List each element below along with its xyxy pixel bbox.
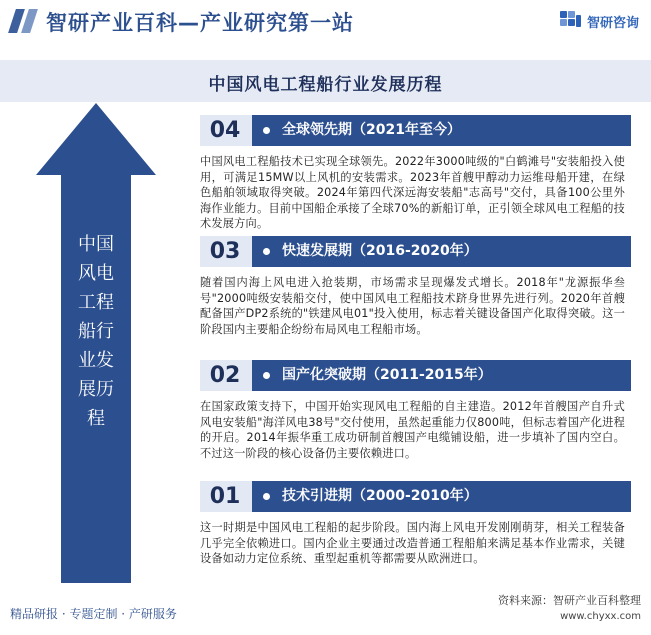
stage-header [200, 236, 631, 267]
arrow-label-line: 展历 [78, 379, 114, 400]
stage-number: 03 [200, 236, 250, 267]
footer-source: 资料来源：智研产业百科整理 [498, 594, 641, 607]
bullet-icon [263, 372, 270, 379]
arrow-label [76, 230, 116, 433]
bullet-icon [263, 127, 270, 134]
stage-number: 04 [200, 115, 250, 146]
stage-01 [200, 481, 631, 567]
stage-number: 01 [200, 481, 250, 512]
stage-description: 中国风电工程船技术已实现全球领先。2022年3000吨级的"白鹤滩号"安装船投入使用，可满足15MW以上风机的安装需求。2023年首艘甲醇动力运维母船开建，在绿色船舶领域取得突破。2024年第四代深远海安装船"志高号"交付，具备100公里外海作业能力。目前中国船企承接了全球70%的新船订单，正引领全球风电工程船的技术发展方向。 [200, 155, 625, 230]
stage-02 [200, 360, 631, 461]
arrow-label-line: 业发 [78, 350, 114, 371]
stage-description: 随着国内海上风电进入抢装期，市场需求呈现爆发式增长。2018年"龙源振华叁号"2000吨级安装船交付，使中国风电工程船技术跻身世界先进行列。2020年首艘配备国产DP2系统的"铁建风电01"投入使用，标志着关键设备国产化取得突破。这一阶段国内主要船企纷纷布局风电工程船市场。 [200, 276, 625, 336]
arrow-label-line: 中国 [78, 234, 114, 255]
bullet-icon [263, 248, 270, 255]
bullet-icon [263, 493, 270, 500]
stage-label-text: 快速发展期（2016-2020年） [282, 243, 478, 259]
stage-label-text: 国产化突破期（2011-2015年） [282, 367, 492, 383]
stage-03 [200, 236, 631, 337]
stage-label [252, 236, 631, 267]
footer-tagline: 精品研报 · 专题定制 · 产研服务 [10, 607, 177, 621]
stage-description: 在国家政策支持下，中国开始实现风电工程船的自主建造。2012年首艘国产自升式风电安装船"海洋风电38号"交付使用，虽然起重能力仅800吨，但标志着国产化进程的开启。2014年振华重工成功研制首艘国产电缆铺设船，进一步填补了国内空白。不过这一阶段的核心设备仍主要依赖进口。 [200, 400, 625, 460]
arrow-label-line: 工程 [78, 292, 114, 313]
brand-logo [560, 11, 639, 31]
stage-number: 02 [200, 360, 250, 391]
logo-text: 智研咨询 [586, 15, 639, 31]
stage-label-text: 技术引进期（2000-2010年） [282, 488, 478, 504]
stage-04 [200, 115, 631, 232]
top-header [0, 0, 651, 44]
stage-label [252, 481, 631, 512]
footer-url[interactable]: www.chyxx.com [560, 611, 641, 622]
stage-label [252, 360, 631, 391]
site-title: 智研产业百科—产业研究第一站 [46, 11, 354, 35]
logo-icon [560, 11, 582, 31]
stage-header [200, 481, 631, 512]
arrow-label-line: 风电 [78, 263, 114, 284]
arrow-label-line: 船行 [78, 321, 114, 342]
stage-header [200, 115, 631, 146]
page-title: 中国风电工程船行业发展历程 [208, 75, 443, 95]
title-band [0, 60, 651, 102]
arrow-label-line: 程 [87, 408, 105, 429]
stage-description: 这一时期是中国风电工程船的起步阶段。国内海上风电开发刚刚萌芽，相关工程装备几乎完全依赖进口。国内企业主要通过改造普通工程船舶来满足基本作业需求，关键设备如动力定位系统、重型起重机等都需要从欧洲进口。 [200, 521, 625, 565]
stage-label [252, 115, 631, 146]
stage-label-text: 全球领先期（2021年至今） [282, 122, 461, 138]
stage-header [200, 360, 631, 391]
